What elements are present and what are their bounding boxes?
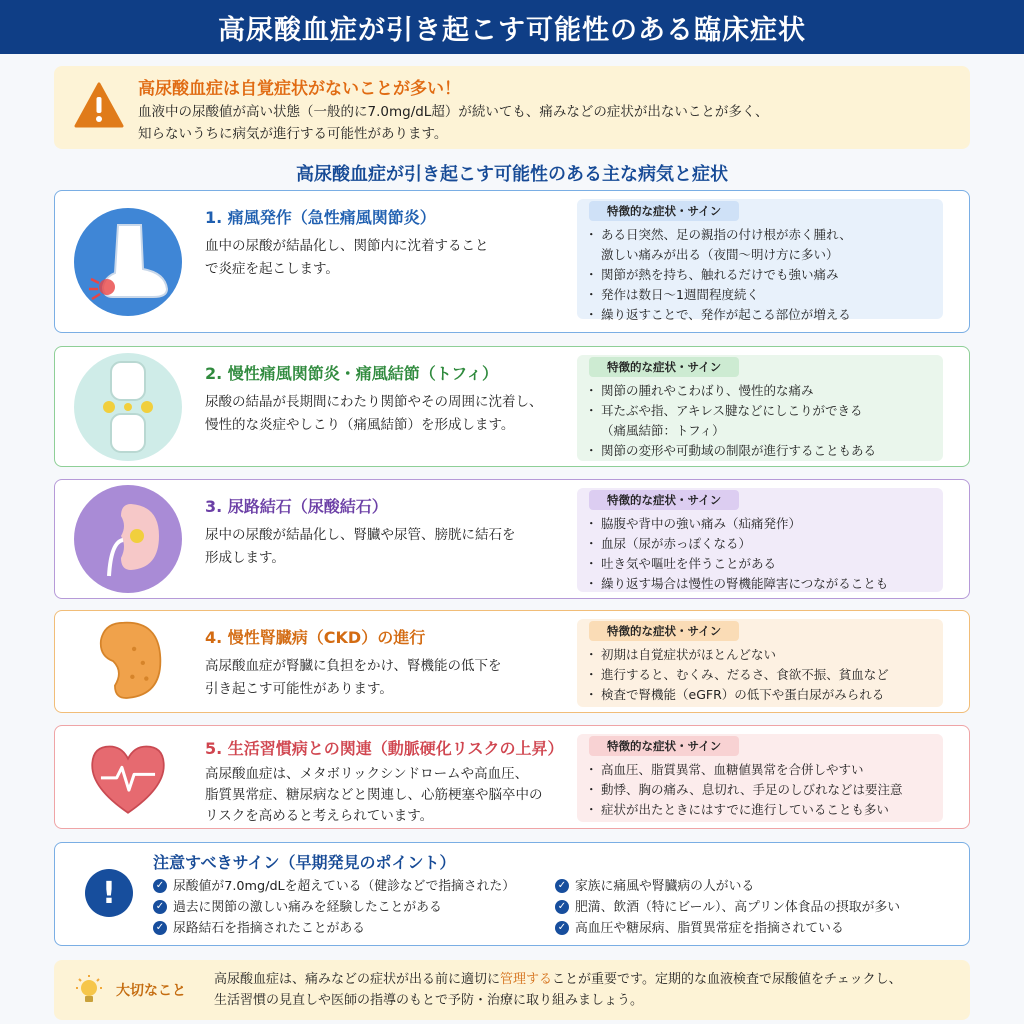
warning-box bbox=[54, 66, 970, 149]
sign-item: ・ 高血圧、脂質異常、血糖値異常を合併しやすい bbox=[589, 760, 931, 780]
desc-line: で炎症を起こします。 bbox=[205, 261, 339, 277]
check-icon: ✓ bbox=[153, 879, 167, 893]
warning-line: 血液中の尿酸値が高い状態（一般的に7.0mg/dL超）が続いても、痛みなどの症状が出ないことが多く、 bbox=[138, 104, 769, 120]
attention-item bbox=[555, 876, 900, 897]
joint-icon bbox=[73, 352, 183, 462]
card-description bbox=[205, 655, 545, 701]
desc-line: 尿中の尿酸が結晶化し、腎臓や尿管、膀胱に結石を bbox=[205, 527, 516, 543]
warning-body bbox=[138, 101, 948, 145]
sign-item: ・ 初期は自覚症状がほとんどない bbox=[589, 645, 931, 665]
desc-line: 血中の尿酸が結晶化し、関節内に沈着すること bbox=[205, 238, 489, 254]
attention-box bbox=[54, 842, 970, 946]
attention-text: 家族に痛風や腎臓病の人がいる bbox=[575, 879, 755, 894]
desc-line: リスクを高めると考えられています。 bbox=[205, 808, 434, 824]
sign-item: ・ 繰り返す場合は慢性の腎機能障害につながることも bbox=[589, 574, 931, 594]
sign-item: ・ 検査で腎機能（eGFR）の低下や蛋白尿がみられる bbox=[589, 685, 931, 705]
signs-box bbox=[577, 488, 943, 592]
check-icon: ✓ bbox=[555, 900, 569, 914]
signs-tag: 特徴的な症状・サイン bbox=[589, 736, 739, 756]
desc-line: 慢性的な炎症やしこり（痛風結節）を形成します。 bbox=[205, 417, 515, 433]
sign-item: ・ 関節の腫れやこわばり、慢性的な痛み bbox=[589, 381, 931, 401]
warning-title: 高尿酸血症は自覚症状がないことが多い！ bbox=[138, 79, 461, 99]
disease-card-chronic-gout bbox=[54, 346, 970, 467]
important-highlight: 管理する bbox=[500, 972, 553, 987]
sign-item: ・ 繰り返すことで、発作が起こる部位が増える bbox=[589, 305, 931, 325]
desc-line: 形成します。 bbox=[205, 550, 285, 566]
sign-item: ・ 関節が熱を持ち、触れるだけでも強い痛み bbox=[589, 265, 931, 285]
important-text bbox=[214, 969, 954, 1011]
check-icon: ✓ bbox=[153, 900, 167, 914]
important-text-before: 高尿酸血症は、痛みなどの症状が出る前に適切に bbox=[214, 972, 501, 987]
attention-list-right bbox=[555, 876, 900, 939]
warning-line: 知らないうちに病気が進行する可能性があります。 bbox=[138, 126, 448, 142]
sign-item: ・ 脇腹や背中の強い痛み（疝痛発作） bbox=[589, 514, 931, 534]
signs-tag: 特徴的な症状・サイン bbox=[589, 201, 739, 221]
card-description bbox=[205, 391, 575, 437]
card-description bbox=[205, 524, 545, 570]
attention-text: 過去に関節の激しい痛みを経験したことがある bbox=[173, 900, 442, 915]
attention-text: 高血圧や糖尿病、脂質異常症を指摘されている bbox=[575, 921, 844, 936]
disease-card-ckd bbox=[54, 610, 970, 713]
disease-card-lifestyle bbox=[54, 725, 970, 829]
sign-item: ・ 動悸、胸の痛み、息切れ、手足のしびれなどは要注意 bbox=[589, 780, 931, 800]
page-header bbox=[0, 0, 1024, 54]
signs-tag: 特徴的な症状・サイン bbox=[589, 490, 739, 510]
important-label: 大切なこと bbox=[116, 983, 186, 999]
card-title: 2. 慢性痛風関節炎・痛風結節（トフィ） bbox=[205, 364, 499, 383]
attention-item bbox=[153, 897, 515, 918]
attention-item bbox=[153, 876, 515, 897]
card-title: 4. 慢性腎臓病（CKD）の進行 bbox=[205, 628, 426, 647]
kidney-stone-icon bbox=[73, 484, 183, 594]
sign-item: ・ 吐き気や嘔吐を伴うことがある bbox=[589, 554, 931, 574]
card-description bbox=[205, 235, 545, 281]
check-icon: ✓ bbox=[555, 921, 569, 935]
section-heading: 高尿酸血症が引き起こす可能性のある主な病気と症状 bbox=[296, 164, 728, 185]
signs-box bbox=[577, 199, 943, 322]
desc-line: 引き起こす可能性があります。 bbox=[205, 681, 393, 697]
lightbulb-icon bbox=[72, 974, 106, 1008]
card-title: 3. 尿路結石（尿酸結石） bbox=[205, 497, 388, 516]
signs-box bbox=[577, 619, 943, 707]
sign-item: ・ 関節の変形や可動域の制限が進行することもある bbox=[589, 441, 931, 461]
desc-line: 高尿酸血症が腎臓に負担をかけ、腎機能の低下を bbox=[205, 658, 502, 674]
attention-text: 尿酸値が7.0mg/dLを超えている（健診などで指摘された） bbox=[173, 879, 516, 894]
disease-card-gout-attack bbox=[54, 190, 970, 333]
attention-title: 注意すべきサイン（早期発見のポイント） bbox=[153, 853, 456, 872]
exclamation-icon: ! bbox=[85, 869, 133, 917]
kidney-icon bbox=[80, 614, 176, 710]
attention-item bbox=[555, 897, 900, 918]
attention-item bbox=[153, 918, 515, 939]
sign-item: ・ 症状が出たときにはすでに進行していることも多い bbox=[589, 800, 931, 820]
card-description bbox=[205, 764, 565, 827]
sign-item: ・ ある日突然、足の親指の付け根が赤く腫れ、 bbox=[589, 225, 931, 245]
check-icon: ✓ bbox=[555, 879, 569, 893]
attention-text: 肥満、飲酒（特にビール）、高プリン体食品の摂取が多い bbox=[575, 900, 901, 915]
sign-item: ・ 発作は数日〜1週間程度続く bbox=[589, 285, 931, 305]
attention-item bbox=[555, 918, 900, 939]
desc-line: 高尿酸血症は、メタボリックシンドロームや高血圧、 bbox=[205, 766, 529, 782]
card-title: 5. 生活習慣病との関連（動脈硬化リスクの上昇） bbox=[205, 739, 564, 758]
sign-item: （痛風結節：トフィ） bbox=[601, 423, 725, 438]
sign-item: ・ 進行すると、むくみ、だるさ、食欲不振、貧血など bbox=[589, 665, 931, 685]
card-title: 1. 痛風発作（急性痛風関節炎） bbox=[205, 208, 436, 227]
heart-icon bbox=[80, 729, 176, 825]
sign-item: ・ 耳たぶや指、アキレス腱などにしこりができる bbox=[589, 401, 931, 421]
sign-item: ・ 血尿（尿が赤っぽくなる） bbox=[589, 534, 931, 554]
disease-card-urinary-stone bbox=[54, 479, 970, 599]
warning-icon bbox=[74, 82, 124, 128]
signs-tag: 特徴的な症状・サイン bbox=[589, 357, 739, 377]
attention-list-left bbox=[153, 876, 515, 939]
desc-line: 脂質異常症、糖尿病などと関連し、心筋梗塞や脳卒中の bbox=[205, 787, 543, 803]
important-line: 生活習慣の見直しや医師の指導のもとで予防・治療に取り組みましょう。 bbox=[214, 993, 644, 1008]
signs-box bbox=[577, 355, 943, 461]
page-title: 高尿酸血症が引き起こす可能性のある臨床症状 bbox=[218, 14, 806, 46]
important-box bbox=[54, 960, 970, 1020]
important-line bbox=[214, 969, 954, 990]
check-icon: ✓ bbox=[153, 921, 167, 935]
signs-box bbox=[577, 734, 943, 822]
important-text-after: ことが重要です。定期的な血液検査で尿酸値をチェックし、 bbox=[552, 972, 902, 987]
attention-text: 尿路結石を指摘されたことがある bbox=[173, 921, 365, 936]
sign-item: 激しい痛みが出る（夜間〜明け方に多い） bbox=[601, 247, 839, 262]
desc-line: 尿酸の結晶が長期間にわたり関節やその周囲に沈着し、 bbox=[205, 394, 543, 410]
signs-tag: 特徴的な症状・サイン bbox=[589, 621, 739, 641]
foot-gout-icon bbox=[73, 207, 183, 317]
